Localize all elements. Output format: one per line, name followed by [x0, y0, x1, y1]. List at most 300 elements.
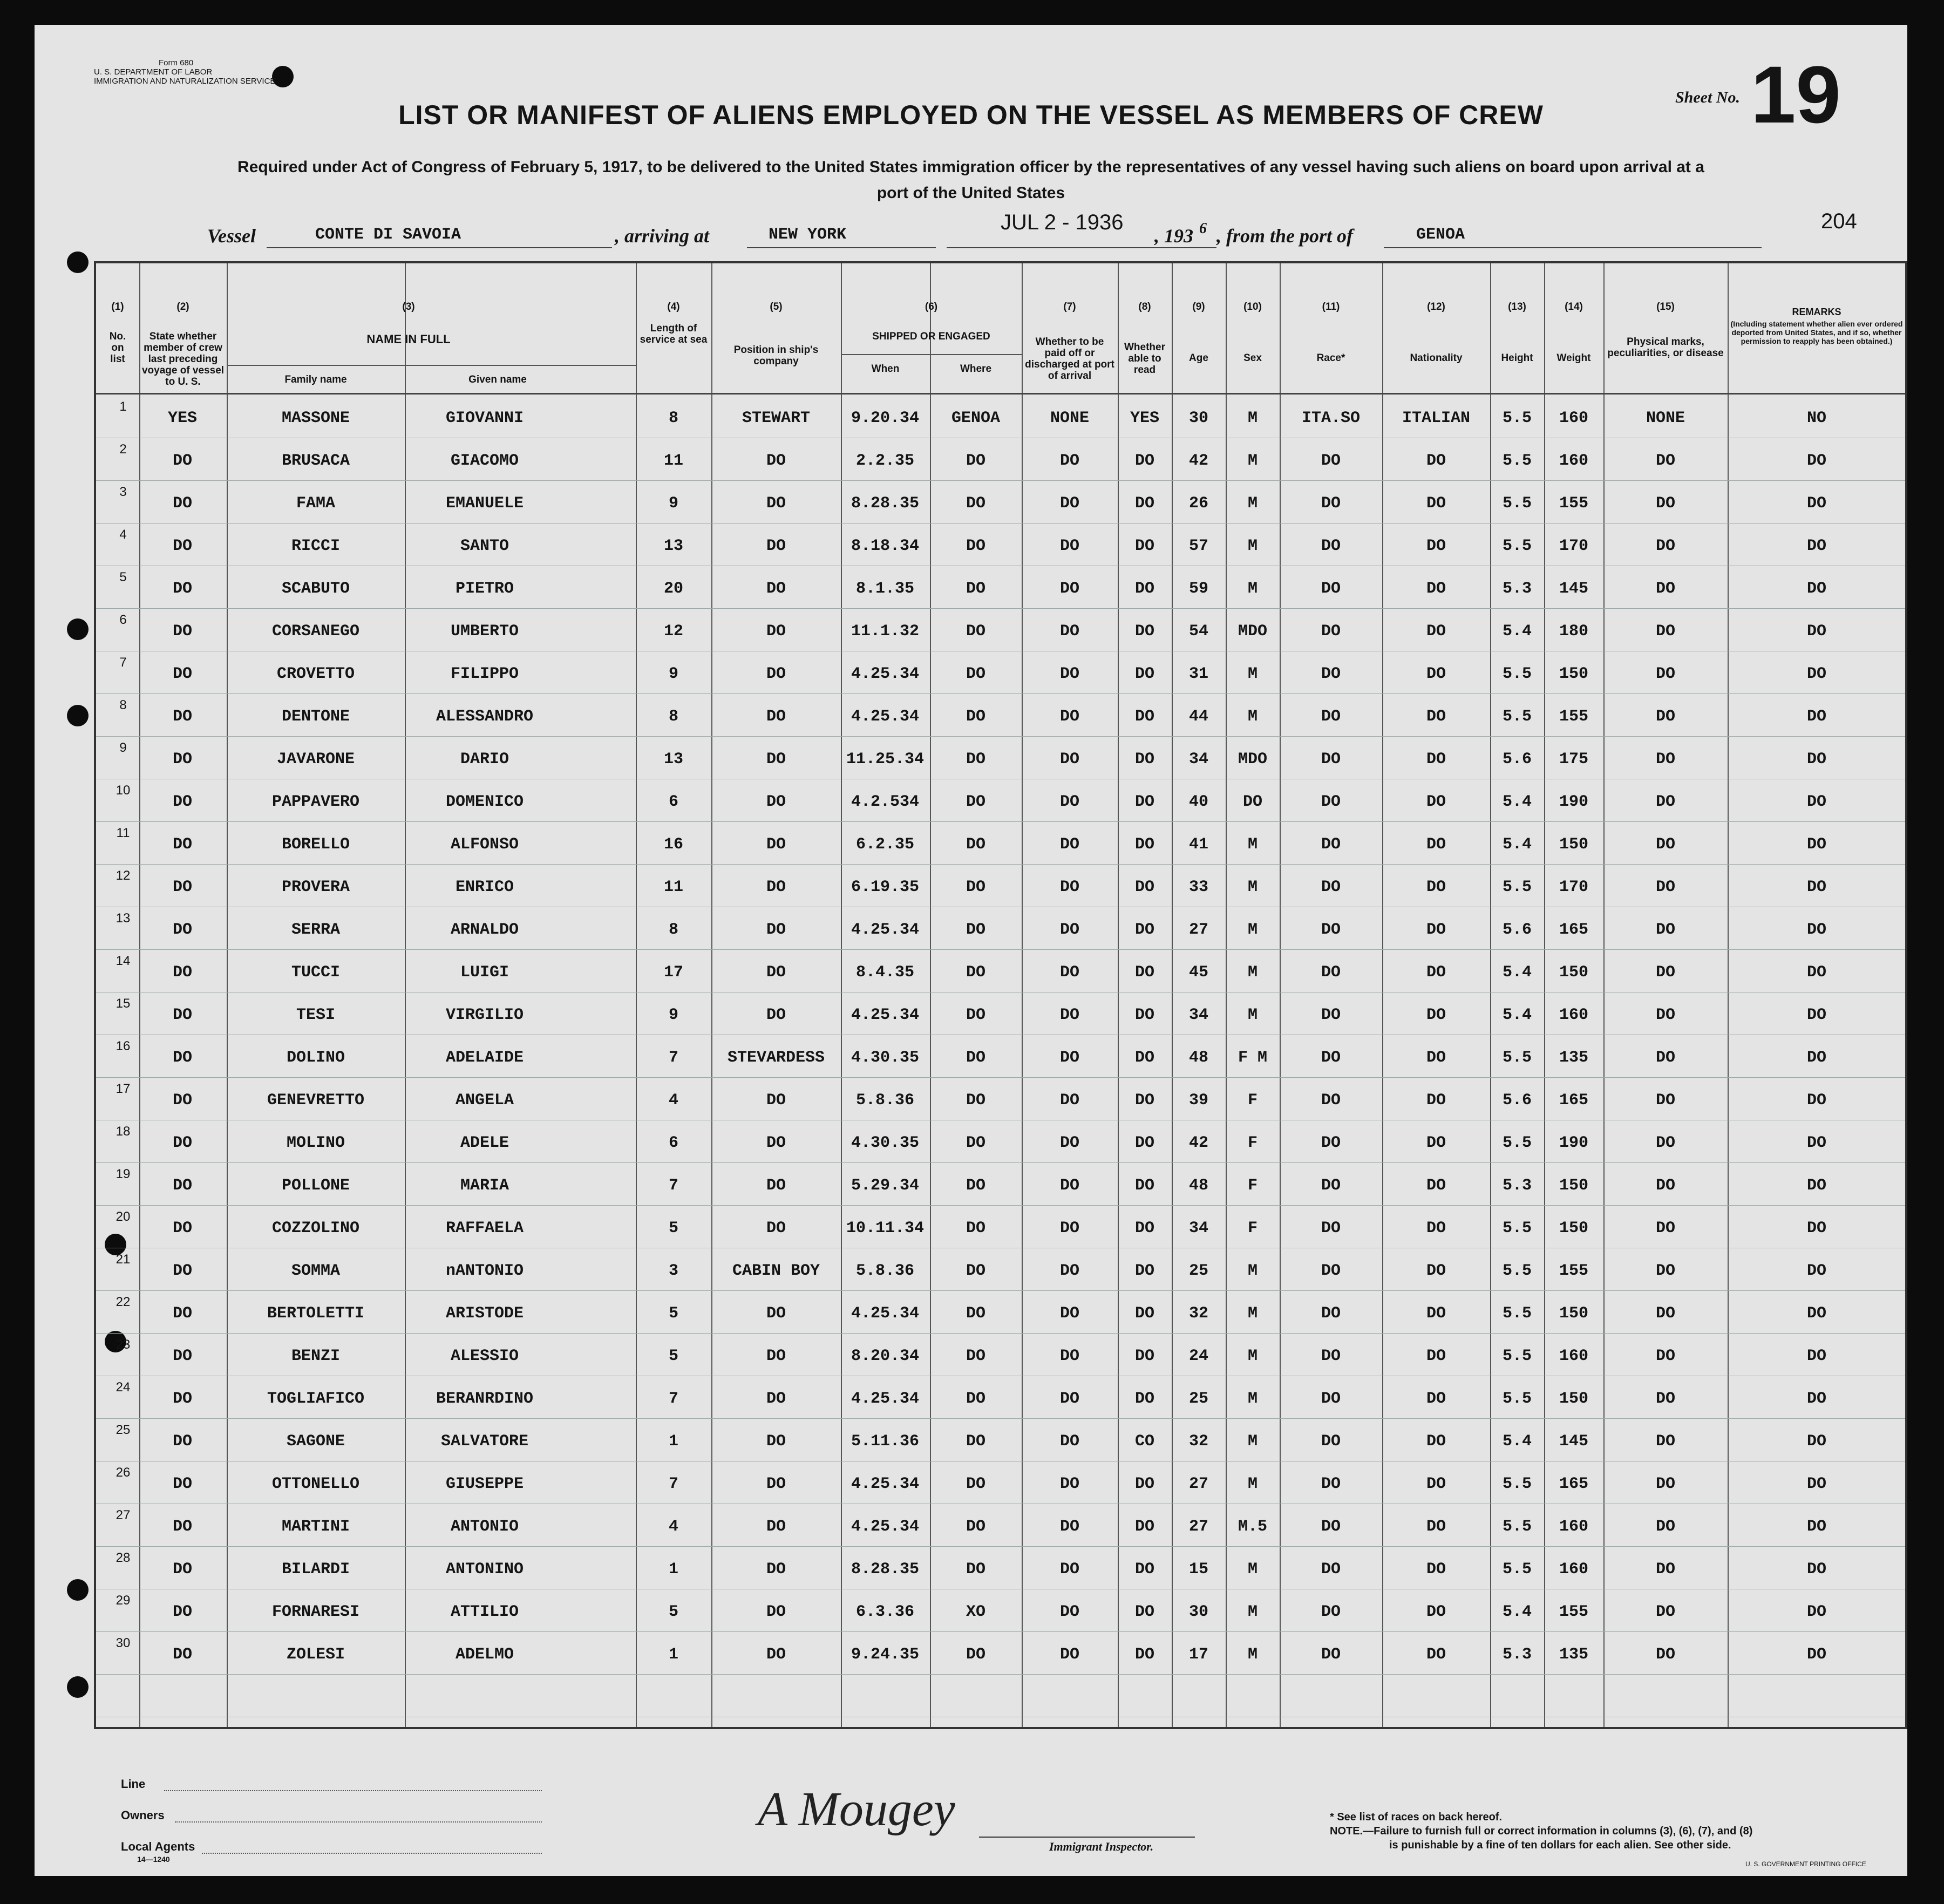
shipped-when: 4.25.34	[851, 1006, 920, 1024]
weight: 150	[1559, 1177, 1589, 1195]
shipped-where: DO	[966, 1645, 986, 1664]
remarks: DO	[1806, 1219, 1827, 1237]
service-length: 5	[668, 1219, 679, 1237]
shipped-when: 4.2.534	[851, 793, 920, 811]
last-voyage: DO	[172, 1560, 193, 1579]
height: 5.5	[1502, 1475, 1532, 1493]
table-row	[96, 1420, 1905, 1461]
race: DO	[1321, 665, 1341, 683]
height: 5.3	[1502, 1177, 1532, 1195]
able-to-read: DO	[1134, 878, 1155, 896]
race: DO	[1321, 1560, 1341, 1579]
last-voyage: DO	[172, 1603, 193, 1621]
position: DO	[766, 1475, 786, 1493]
physical-marks: DO	[1655, 1219, 1676, 1237]
row-number: 18	[115, 1124, 131, 1139]
paid-off: DO	[1059, 1347, 1080, 1365]
paid-off: DO	[1059, 708, 1080, 726]
physical-marks: DO	[1655, 963, 1676, 982]
height: 5.6	[1502, 1091, 1532, 1110]
position: DO	[766, 665, 786, 683]
position: DO	[766, 580, 786, 598]
race: DO	[1321, 1518, 1341, 1536]
shipped-where: DO	[966, 921, 986, 939]
remarks: DO	[1806, 1347, 1827, 1365]
able-to-read: DO	[1134, 580, 1155, 598]
nationality: DO	[1426, 1560, 1446, 1579]
remarks: DO	[1806, 494, 1827, 513]
family-name: POLLONE	[281, 1177, 350, 1195]
shipped-where: DO	[966, 1347, 986, 1365]
physical-marks: DO	[1655, 665, 1676, 683]
sex: M	[1247, 1006, 1258, 1024]
age: 15	[1188, 1560, 1209, 1579]
weight: 155	[1559, 1603, 1589, 1621]
shipped-when: 8.28.35	[851, 1560, 920, 1579]
inspector-label: Immigrant Inspector.	[1049, 1840, 1154, 1853]
race: DO	[1321, 494, 1341, 513]
position: STEVARDESS	[727, 1049, 825, 1067]
given-name: GIOVANNI	[445, 409, 524, 427]
nationality: DO	[1426, 494, 1446, 513]
able-to-read: DO	[1134, 1603, 1155, 1621]
family-name: MOLINO	[286, 1134, 345, 1152]
header-height: Height	[1501, 352, 1533, 364]
nationality: DO	[1426, 452, 1446, 470]
physical-marks: DO	[1655, 1432, 1676, 1451]
note-failure: NOTE.—Failure to furnish full or correct information in columns (3), (6), (7), and (8)	[1330, 1825, 1753, 1837]
weight: 155	[1559, 708, 1589, 726]
header-num: (7)	[1063, 301, 1076, 312]
shipped-where: DO	[966, 622, 986, 641]
shipped-when: 5.29.34	[851, 1177, 920, 1195]
table-row	[96, 1165, 1905, 1205]
weight: 150	[1559, 665, 1589, 683]
family-name: GENEVRETTO	[267, 1091, 365, 1110]
service-length: 13	[663, 750, 684, 769]
family-name: BORELLO	[281, 835, 350, 854]
height: 5.5	[1502, 665, 1532, 683]
given-name: BERANRDINO	[436, 1390, 534, 1408]
date-stamp: JUL 2 - 1936	[1001, 210, 1124, 234]
shipped-when: 5.11.36	[851, 1432, 920, 1451]
physical-marks: DO	[1655, 1006, 1676, 1024]
header-age: Age	[1189, 352, 1208, 364]
weight: 190	[1559, 793, 1589, 811]
family-name: CORSANEGO	[271, 622, 360, 641]
header-given-name: Given name	[468, 374, 527, 385]
row-number: 6	[119, 613, 127, 627]
shipped-when: 4.25.34	[851, 1518, 920, 1536]
header-paid-off: Whether to be paid off or discharged at port of arrival	[1025, 336, 1114, 382]
table-row	[96, 525, 1905, 566]
header-num: (5)	[770, 301, 783, 312]
manifest-page	[35, 25, 1907, 1876]
service-length: 11	[663, 878, 684, 896]
shipped-when: 4.30.35	[851, 1134, 920, 1152]
row-divider	[96, 480, 1905, 481]
weight: 150	[1559, 963, 1589, 982]
header-able-to-read: Whether able to read	[1124, 342, 1165, 376]
age: 33	[1188, 878, 1209, 896]
last-voyage: DO	[172, 622, 193, 641]
position: CABIN BOY	[732, 1262, 820, 1280]
physical-marks: DO	[1655, 1177, 1676, 1195]
height: 5.4	[1502, 622, 1532, 641]
weight: 180	[1559, 622, 1589, 641]
row-number: 20	[115, 1209, 131, 1224]
shipped-where: DO	[966, 750, 986, 769]
table-row	[96, 1250, 1905, 1290]
able-to-read: DO	[1134, 1518, 1155, 1536]
able-to-read: DO	[1134, 963, 1155, 982]
last-voyage: DO	[172, 1049, 193, 1067]
sheet-stamp: 204	[1821, 209, 1857, 233]
paid-off: DO	[1059, 1390, 1080, 1408]
race: DO	[1321, 878, 1341, 896]
table-row	[96, 1634, 1905, 1674]
physical-marks: DO	[1655, 1134, 1676, 1152]
able-to-read: DO	[1134, 665, 1155, 683]
row-number: 13	[115, 911, 131, 926]
given-name: DOMENICO	[445, 793, 524, 811]
weight: 155	[1559, 1262, 1589, 1280]
sex: F M	[1238, 1049, 1268, 1067]
remarks: DO	[1806, 835, 1827, 854]
date-underline	[947, 247, 1216, 248]
shipped-when: 6.2.35	[855, 835, 915, 854]
family-name: ZOLESI	[286, 1645, 345, 1664]
given-name: ALESSANDRO	[436, 708, 534, 726]
sex: F	[1247, 1091, 1258, 1110]
race: DO	[1321, 1049, 1341, 1067]
physical-marks: NONE	[1646, 409, 1685, 427]
height: 5.5	[1502, 1049, 1532, 1067]
service-length: 6	[668, 1134, 679, 1152]
position: DO	[766, 921, 786, 939]
service-length: 9	[668, 1006, 679, 1024]
paid-off: DO	[1059, 1645, 1080, 1664]
able-to-read: DO	[1134, 1645, 1155, 1664]
able-to-read: DO	[1134, 1390, 1155, 1408]
height: 5.5	[1502, 1560, 1532, 1579]
row-number: 10	[115, 783, 131, 798]
table-row	[96, 482, 1905, 523]
race: DO	[1321, 1432, 1341, 1451]
row-divider	[96, 1077, 1905, 1078]
given-name: UMBERTO	[450, 622, 519, 641]
sex: M	[1247, 878, 1258, 896]
header-nationality: Nationality	[1410, 352, 1463, 364]
row-divider	[96, 864, 1905, 865]
able-to-read: DO	[1134, 537, 1155, 555]
service-length: 7	[668, 1177, 679, 1195]
agents-code: 14—1240	[137, 1855, 170, 1864]
height: 5.4	[1502, 793, 1532, 811]
sex: DO	[1242, 793, 1263, 811]
row-number: 14	[115, 954, 131, 968]
family-name: PROVERA	[281, 878, 350, 896]
nationality: DO	[1426, 1603, 1446, 1621]
service-length: 13	[663, 537, 684, 555]
sex: M	[1247, 537, 1258, 555]
weight: 190	[1559, 1134, 1589, 1152]
shipped-when: 5.8.36	[855, 1091, 915, 1110]
last-voyage: DO	[172, 494, 193, 513]
race: DO	[1321, 963, 1341, 982]
given-name: SALVATORE	[440, 1432, 529, 1451]
remarks: DO	[1806, 793, 1827, 811]
nationality: DO	[1426, 1049, 1446, 1067]
punch-hole	[67, 1676, 89, 1698]
shipped-when: 6.3.36	[855, 1603, 915, 1621]
table-row	[96, 1037, 1905, 1077]
position: DO	[766, 1518, 786, 1536]
header-num: (9)	[1192, 301, 1205, 312]
paid-off: NONE	[1050, 409, 1090, 427]
service-length: 20	[663, 580, 684, 598]
able-to-read: DO	[1134, 1219, 1155, 1237]
form-number: Form 680	[159, 58, 194, 67]
paid-off: DO	[1059, 1603, 1080, 1621]
remarks: DO	[1806, 963, 1827, 982]
position: DO	[766, 750, 786, 769]
given-name: ADELAIDE	[445, 1049, 524, 1067]
nationality: DO	[1426, 1006, 1446, 1024]
sex: F	[1247, 1177, 1258, 1195]
header-shipped: SHIPPED OR ENGAGED	[872, 331, 990, 342]
physical-marks: DO	[1655, 1475, 1676, 1493]
sex: M	[1247, 1347, 1258, 1365]
race: DO	[1321, 1262, 1341, 1280]
able-to-read: DO	[1134, 708, 1155, 726]
family-name: BENZI	[291, 1347, 341, 1365]
remarks: DO	[1806, 1134, 1827, 1152]
family-name: BRUSACA	[281, 452, 350, 470]
weight: 160	[1559, 409, 1589, 427]
position: DO	[766, 1560, 786, 1579]
table-row	[96, 1463, 1905, 1504]
sex: M.5	[1238, 1518, 1268, 1536]
given-name: PIETRO	[455, 580, 514, 598]
service-length: 9	[668, 665, 679, 683]
physical-marks: DO	[1655, 1645, 1676, 1664]
given-name: ARNALDO	[450, 921, 519, 939]
table-row	[96, 568, 1905, 608]
shipped-when: 2.2.35	[855, 452, 915, 470]
race: DO	[1321, 580, 1341, 598]
inspector-signature: A Mougey	[758, 1783, 955, 1836]
age: 48	[1188, 1177, 1209, 1195]
service-length: 5	[668, 1304, 679, 1323]
family-name: SOMMA	[291, 1262, 341, 1280]
position: DO	[766, 1006, 786, 1024]
age: 27	[1188, 1475, 1209, 1493]
remarks: DO	[1806, 452, 1827, 470]
shipped-where: DO	[966, 1560, 986, 1579]
sex: MDO	[1238, 622, 1268, 641]
shipped-when: 11.1.32	[851, 622, 920, 641]
weight: 150	[1559, 1219, 1589, 1237]
header-num: (2)	[176, 301, 189, 312]
weight: 170	[1559, 878, 1589, 896]
given-name: MARIA	[460, 1177, 509, 1195]
able-to-read: DO	[1134, 1347, 1155, 1365]
line-underline	[164, 1790, 542, 1791]
paid-off: DO	[1059, 494, 1080, 513]
age: 32	[1188, 1432, 1209, 1451]
given-name: GIUSEPPE	[445, 1475, 524, 1493]
printer-line: U. S. GOVERNMENT PRINTING OFFICE	[1745, 1860, 1866, 1868]
weight: 160	[1559, 1347, 1589, 1365]
shipped-when: 9.24.35	[851, 1645, 920, 1664]
physical-marks: DO	[1655, 1518, 1676, 1536]
table-row	[96, 397, 1905, 438]
nationality: DO	[1426, 708, 1446, 726]
row-divider	[96, 1205, 1905, 1206]
family-name: MASSONE	[281, 409, 350, 427]
row-number: 17	[115, 1082, 131, 1096]
paid-off: DO	[1059, 537, 1080, 555]
last-voyage: DO	[172, 878, 193, 896]
service-length: 7	[668, 1475, 679, 1493]
row-number: 5	[119, 570, 127, 584]
last-voyage: YES	[167, 409, 198, 427]
agents-label: Local Agents	[121, 1840, 195, 1853]
sex: M	[1247, 1432, 1258, 1451]
table-row	[96, 994, 1905, 1035]
note-fine: is punishable by a fine of ten dollars for each alien. See other side.	[1389, 1839, 1731, 1851]
shipped-where: DO	[966, 1262, 986, 1280]
year-label: , 193	[1154, 225, 1193, 247]
last-voyage: DO	[172, 1091, 193, 1110]
service-length: 17	[663, 963, 684, 982]
age: 54	[1188, 622, 1209, 641]
sex: M	[1247, 963, 1258, 982]
race: DO	[1321, 1475, 1341, 1493]
table-row	[96, 781, 1905, 821]
last-voyage: DO	[172, 1390, 193, 1408]
table-row	[96, 1591, 1905, 1631]
family-name: BILARDI	[281, 1560, 350, 1579]
table-row	[96, 696, 1905, 736]
remarks: DO	[1806, 1049, 1827, 1067]
family-name: SERRA	[291, 921, 341, 939]
age: 25	[1188, 1390, 1209, 1408]
remarks: DO	[1806, 1390, 1827, 1408]
height: 5.5	[1502, 708, 1532, 726]
header-weight: Weight	[1556, 352, 1591, 364]
weight: 150	[1559, 835, 1589, 854]
physical-marks: DO	[1655, 494, 1676, 513]
height: 5.5	[1502, 494, 1532, 513]
able-to-read: DO	[1134, 793, 1155, 811]
physical-marks: DO	[1655, 1603, 1676, 1621]
family-name: MARTINI	[281, 1518, 350, 1536]
race: DO	[1321, 835, 1341, 854]
nationality: DO	[1426, 1219, 1446, 1237]
physical-marks: DO	[1655, 1390, 1676, 1408]
row-divider	[96, 1290, 1905, 1291]
able-to-read: DO	[1134, 1262, 1155, 1280]
header-num: (8)	[1138, 301, 1151, 312]
weight: 165	[1559, 1475, 1589, 1493]
remarks: DO	[1806, 665, 1827, 683]
weight: 160	[1559, 1560, 1589, 1579]
paid-off: DO	[1059, 452, 1080, 470]
shipped-when: 4.25.34	[851, 665, 920, 683]
subtitle-line-2: port of the United States	[876, 184, 1065, 202]
given-name: ARISTODE	[445, 1304, 524, 1323]
weight: 175	[1559, 750, 1589, 769]
nationality: DO	[1426, 1091, 1446, 1110]
race: DO	[1321, 1390, 1341, 1408]
punch-hole	[67, 251, 89, 273]
position: DO	[766, 708, 786, 726]
last-voyage: DO	[172, 1006, 193, 1024]
position: DO	[766, 878, 786, 896]
given-name: ALFONSO	[450, 835, 519, 854]
row-number: 22	[115, 1295, 131, 1309]
shipped-when: 8.18.34	[851, 537, 920, 555]
punch-hole	[67, 1579, 89, 1601]
header-no-on-list: No. on list	[109, 331, 126, 365]
row-number: 30	[115, 1636, 131, 1650]
shipped-where: DO	[966, 878, 986, 896]
height: 5.5	[1502, 537, 1532, 555]
weight: 155	[1559, 494, 1589, 513]
row-number: 16	[115, 1039, 131, 1053]
given-name: LUIGI	[460, 963, 509, 982]
service-length: 16	[663, 835, 684, 854]
row-divider	[96, 821, 1905, 822]
physical-marks: DO	[1655, 622, 1676, 641]
header-num: (3)	[402, 301, 415, 312]
row-number: 11	[116, 826, 130, 840]
given-name: ANGELA	[455, 1091, 514, 1110]
height: 5.6	[1502, 921, 1532, 939]
race: DO	[1321, 1347, 1341, 1365]
agents-underline	[202, 1853, 542, 1854]
nationality: DO	[1426, 1645, 1446, 1664]
physical-marks: DO	[1655, 750, 1676, 769]
given-name: SANTO	[460, 537, 509, 555]
physical-marks: DO	[1655, 580, 1676, 598]
arriving-port: NEW YORK	[769, 226, 847, 244]
age: 27	[1188, 921, 1209, 939]
row-number: 12	[115, 868, 131, 883]
last-voyage: DO	[172, 1645, 193, 1664]
remarks: DO	[1806, 1432, 1827, 1451]
row-divider	[96, 1333, 1905, 1334]
shipped-when: 4.25.34	[851, 1390, 920, 1408]
weight: 160	[1559, 1006, 1589, 1024]
nationality: DO	[1426, 1518, 1446, 1536]
vessel-underline	[267, 247, 612, 248]
given-name: ALESSIO	[450, 1347, 519, 1365]
nationality: DO	[1426, 1177, 1446, 1195]
paid-off: DO	[1059, 1006, 1080, 1024]
position: DO	[766, 1304, 786, 1323]
family-name: CROVETTO	[276, 665, 355, 683]
table-row	[96, 1548, 1905, 1589]
vessel-label: Vessel	[207, 225, 256, 247]
sex: F	[1247, 1219, 1258, 1237]
nationality: ITALIAN	[1402, 409, 1471, 427]
paid-off: DO	[1059, 1304, 1080, 1323]
row-number: 24	[115, 1380, 131, 1395]
table-row	[96, 1207, 1905, 1248]
